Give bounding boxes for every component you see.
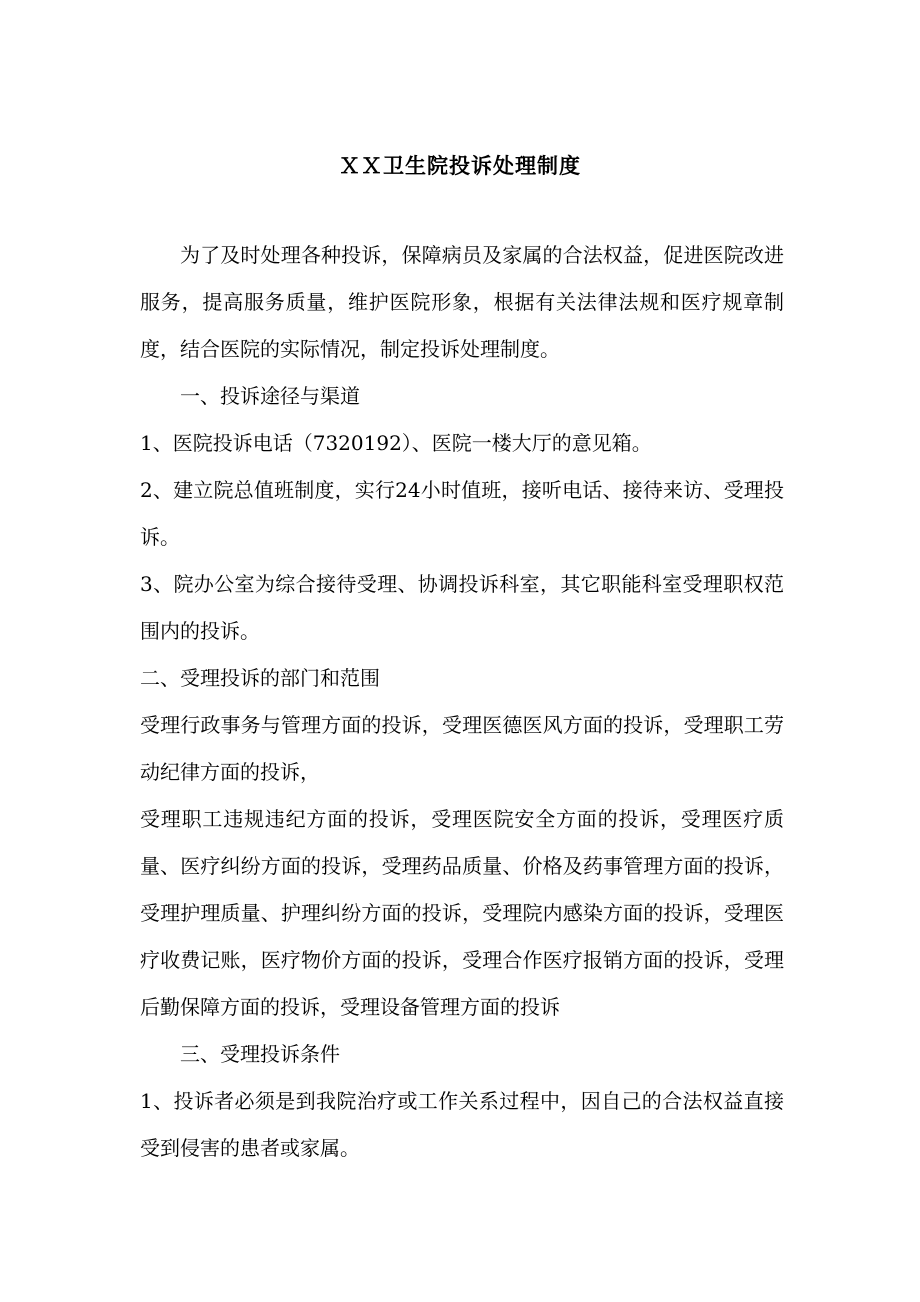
- list-item-1-2: 2、建立院总值班制度，实行24小时值班，接听电话、接待来访、受理投诉。: [140, 478, 784, 549]
- list-item-1-3: 3、院办公室为综合接待受理、协调投诉科室，其它职能科室受理职权范围内的投诉。: [140, 572, 784, 643]
- section-heading-1: 一、投诉途径与渠道: [180, 384, 360, 408]
- section-heading-3: 三、受理投诉条件: [180, 1042, 340, 1066]
- list-item-1-1: 1、医院投诉电话（7320192）、医院一楼大厅的意见箱。: [140, 431, 652, 455]
- scope-paragraph-2: 受理职工违规违纪方面的投诉，受理医院安全方面的投诉，受理医疗质量、医疗纠纷方面的投诉，受理药品质量、价格及药事管理方面的投诉，受理护理质量、护理纠纷方面的投诉，受理院内感染方面的投诉，受理医疗收费记账，医疗物价方面的投诉，受理合作医疗报销方面的投诉，受理后勤保障方面的投诉，受理设备管理方面的投诉: [140, 807, 784, 1019]
- scope-paragraph-1: 受理行政事务与管理方面的投诉，受理医德医风方面的投诉，受理职工劳动纪律方面的投诉，: [140, 713, 784, 784]
- list-item-3-1: 1、投诉者必须是到我院治疗或工作关系过程中，因自己的合法权益直接受到侵害的患者或家属。: [140, 1089, 784, 1160]
- document-title: ＸＸ卫生院投诉处理制度: [339, 153, 581, 178]
- document-body: [140, 232, 784, 1172]
- intro-paragraph: 为了及时处理各种投诉，保障病员及家属的合法权益，促进医院改进服务，提高服务质量，维护医院形象，根据有关法律法规和医疗规章制度，结合医院的实际情况，制定投诉处理制度。: [140, 243, 784, 361]
- section-heading-2: 二、受理投诉的部门和范围: [140, 666, 380, 690]
